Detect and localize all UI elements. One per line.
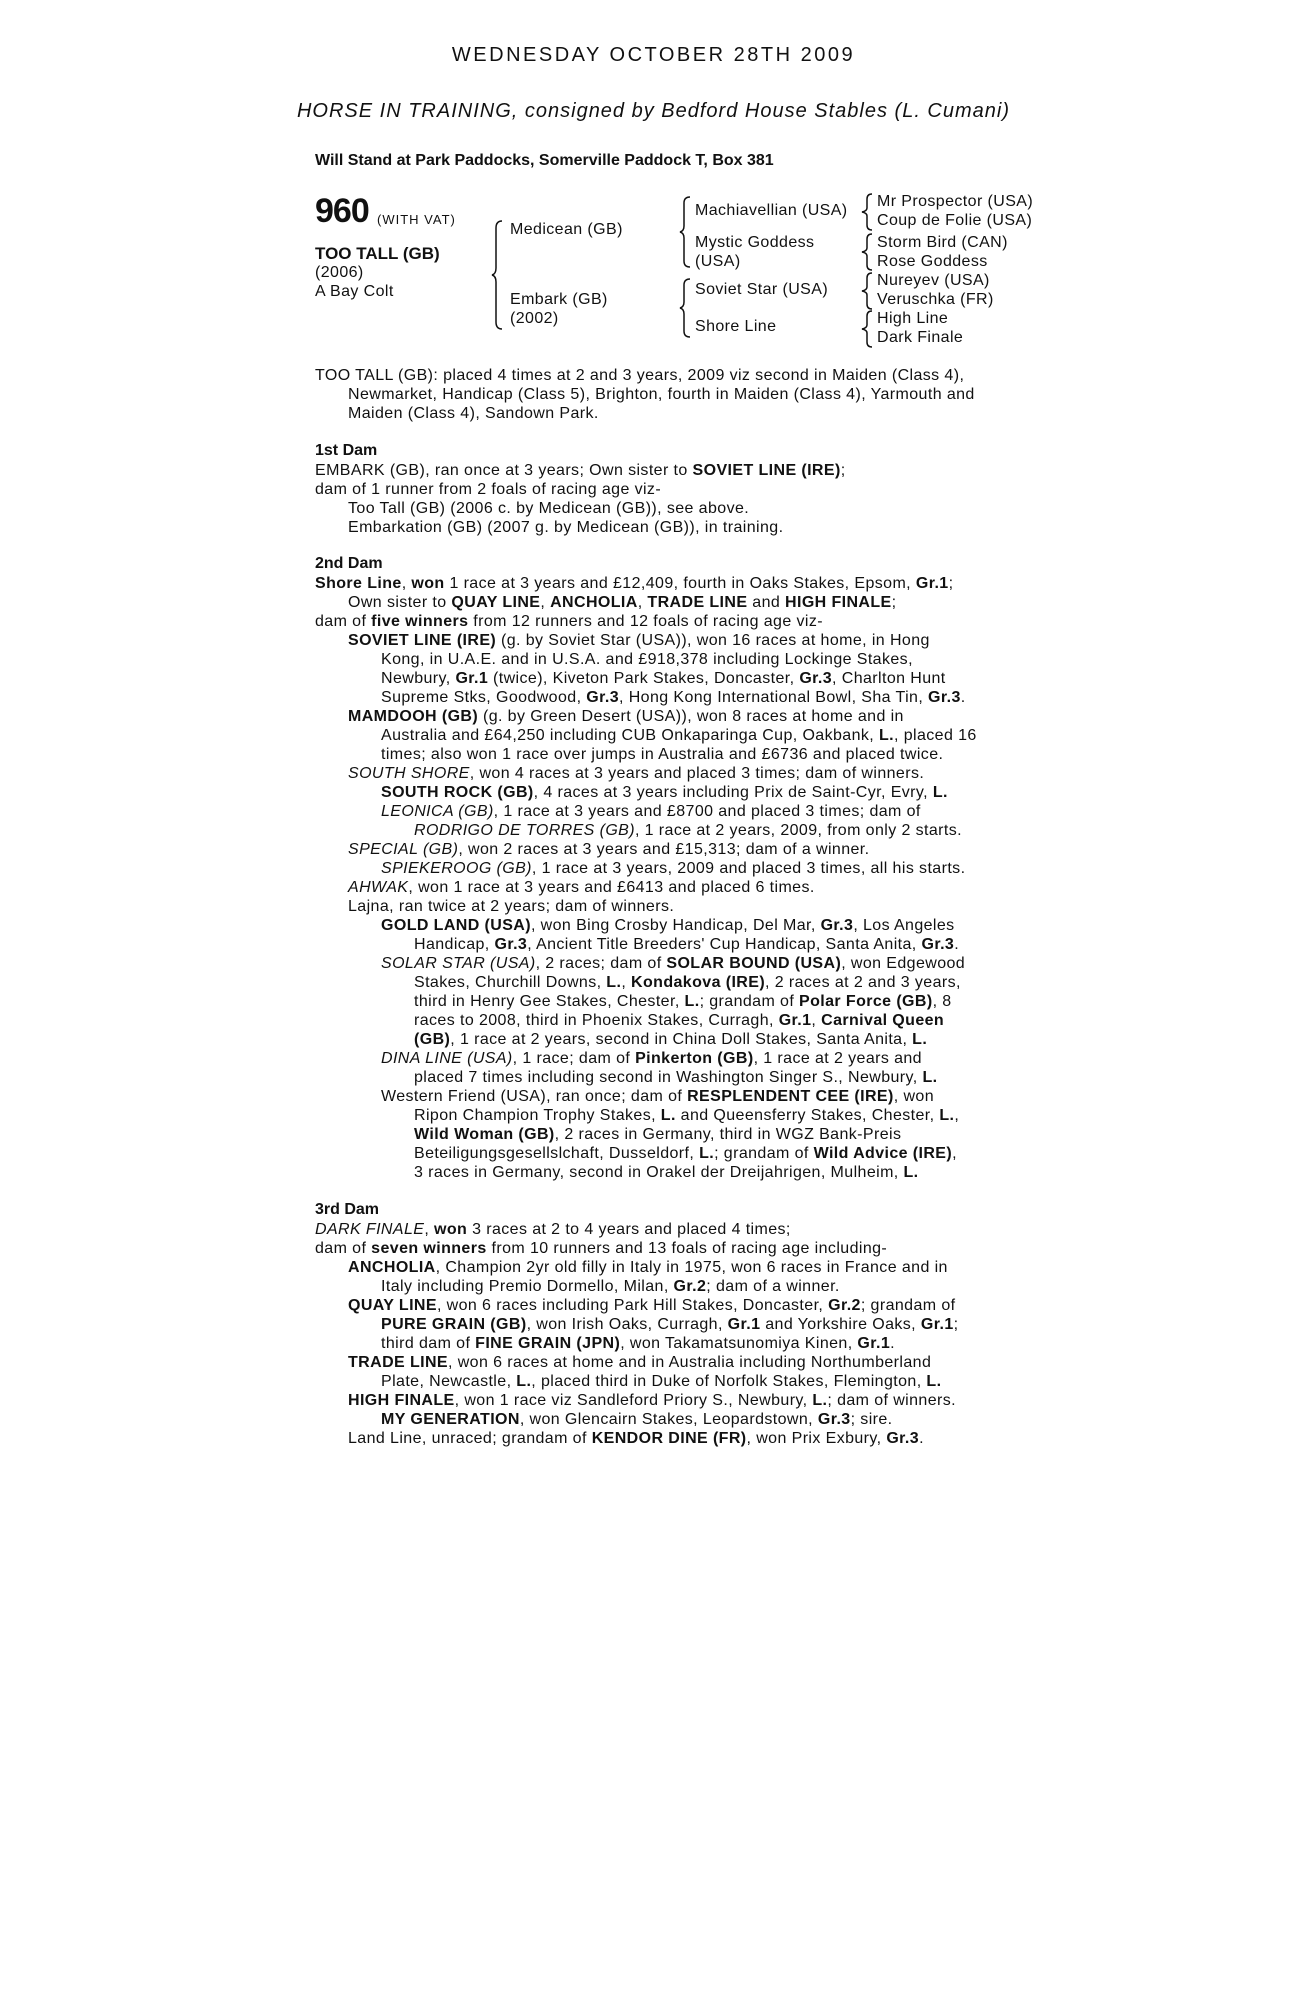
dam-sire-dam: Veruschka (FR) — [877, 291, 994, 308]
text: Wild Advice (IRE) — [813, 1145, 953, 1162]
text: HIGH FINALE — [348, 1392, 455, 1409]
text-line — [348, 1353, 931, 1372]
text: , won 2 races at 3 years and £15,313; dam of a winner. — [458, 841, 870, 858]
pedigree-brace-sd — [862, 233, 874, 271]
text: , placed 16 — [894, 727, 977, 744]
sale-date: WEDNESDAY OCTOBER 28TH 2009 — [451, 44, 856, 66]
text: , 4 races at 3 years including Prix de Saint-Cyr, Evry, — [533, 784, 933, 801]
consignment-title: HORSE IN TRAINING, consigned by Bedford House Stables (L. Cumani) — [296, 100, 1011, 122]
text: L. — [606, 974, 622, 991]
text: L. — [812, 1392, 828, 1409]
text-line — [348, 840, 870, 859]
text: MY GENERATION — [381, 1411, 520, 1428]
text: Stakes, Churchill Downs, — [414, 974, 607, 991]
pedigree-brace-dd — [862, 310, 874, 348]
text: dam of — [315, 613, 372, 630]
text: DARK FINALE — [315, 1221, 425, 1238]
text: 1 race at 3 years and £12,409, fourth in Oaks Stakes, Epsom, — [444, 575, 916, 592]
text: ANCHOLIA — [550, 594, 638, 611]
text: TRADE LINE — [647, 594, 748, 611]
text: (twice), Kiveton Park Stakes, Doncaster, — [488, 670, 800, 687]
text: FINE GRAIN (JPN) — [475, 1335, 621, 1352]
text: EMBARK (GB), ran once at 3 years; Own sister to — [315, 462, 693, 479]
text: Gr.3 — [799, 670, 833, 687]
text-line — [315, 461, 846, 480]
text: Carnival Queen — [821, 1012, 945, 1029]
text: Beteiligungsgesellslchaft, Dusseldorf, — [414, 1145, 700, 1162]
text: L. — [912, 1031, 928, 1048]
text: RESPLENDENT CEE (IRE) — [687, 1088, 894, 1105]
text-line — [348, 1296, 956, 1315]
text: , won 6 races including Park Hill Stakes, Doncaster, — [436, 1297, 829, 1314]
text: , won 1 race at 3 years and £6413 and placed 6 times. — [408, 879, 815, 896]
sire-sire-dam: Coup de Folie (USA) — [877, 212, 1033, 229]
text: L. — [660, 1107, 676, 1124]
text-line — [381, 1087, 934, 1106]
text: , 2 races at 2 and 3 years, — [765, 974, 961, 991]
text: , Champion 2yr old filly in Italy in 1975, won 6 races in France and in — [435, 1259, 948, 1276]
text: , won 4 races at 3 years and placed 3 times; dam of winners. — [469, 765, 925, 782]
dam-sire: Soviet Star (USA) — [695, 281, 829, 298]
text-line: Lajna, ran twice at 2 years; dam of winners. — [348, 898, 675, 915]
text: Ripon Champion Trophy Stakes, — [414, 1107, 661, 1124]
text: ; grandam of — [714, 1145, 814, 1162]
text: , 2 races; dam of — [535, 955, 667, 972]
horse-name-bold: SOVIET LINE (IRE) — [692, 462, 841, 479]
pedigree-brace-ss — [862, 193, 874, 231]
text-line — [414, 1125, 901, 1144]
text: , 1 race; dam of — [512, 1050, 636, 1067]
text-line — [348, 707, 904, 726]
text-line — [414, 1144, 957, 1163]
text: ; grandam of — [860, 1297, 956, 1314]
text-line — [348, 878, 815, 897]
text: L. — [939, 1107, 955, 1124]
text: , Ancient Title Breeders' Cup Handicap, Santa Anita, — [527, 936, 922, 953]
dam-dam-dam: Dark Finale — [877, 329, 964, 346]
text: SOUTH ROCK (GB) — [381, 784, 534, 801]
text: DINA LINE (USA) — [381, 1050, 513, 1067]
text: . — [919, 1430, 924, 1447]
text: , 1 race at 2 years and — [753, 1050, 922, 1067]
text: third dam of — [381, 1335, 476, 1352]
text-line: Kong, in U.A.E. and in U.S.A. and £918,378 including Lockinge Stakes, — [381, 651, 913, 668]
text-line: Too Tall (GB) (2006 c. by Medicean (GB)), see above. — [348, 500, 750, 517]
text: Gr.3 — [494, 936, 528, 953]
text-line — [315, 1220, 791, 1239]
text: Gr.1 — [778, 1012, 812, 1029]
sire-sire-sire: Mr Prospector (USA) — [877, 193, 1034, 210]
text: Gr.2 — [828, 1297, 861, 1314]
text: Land Line, unraced; grandam of — [348, 1430, 592, 1447]
text-line — [381, 954, 965, 973]
dam-name: Embark (GB) — [510, 291, 608, 308]
text: , 1 race at 2 years, second in China Doll Stakes, Santa Anita, — [450, 1031, 913, 1048]
text: Italy including Premio Dormello, Milan, — [381, 1278, 674, 1295]
text: Gr.1 — [857, 1335, 891, 1352]
vat-note: (WITH VAT) — [377, 212, 456, 227]
text: , won Prix Exbury, — [746, 1430, 887, 1447]
text: ; grandam of — [699, 993, 800, 1010]
summary-line: TOO TALL (GB): placed 4 times at 2 and 3 years, 2009 viz second in Maiden (Class 4), — [315, 367, 965, 384]
text: . — [954, 936, 960, 953]
text: , won Bing Crosby Handicap, Del Mar, — [530, 917, 821, 934]
text: L. — [878, 727, 895, 744]
sire-sire: Machiavellian (USA) — [695, 202, 848, 219]
text: Polar Force (GB) — [799, 993, 933, 1010]
text: Gr.1 — [455, 670, 489, 687]
text: Gr.3 — [820, 917, 854, 934]
text: ; — [891, 594, 897, 611]
text: and Queensferry Stakes, Chester, — [675, 1107, 940, 1124]
text: . — [890, 1335, 896, 1352]
text: 3 races in Germany, second in Orakel der Dreijahrigen, Mulheim, — [414, 1164, 904, 1181]
text: L. — [926, 1373, 942, 1390]
text-line — [414, 1030, 927, 1049]
text: (g. by Green Desert (USA)), won 8 races at home and in — [478, 708, 904, 725]
dam-dam: Shore Line — [695, 318, 777, 335]
text-line: Embarkation (GB) (2007 g. by Medicean (GB)), in training. — [348, 519, 784, 536]
text: Australia and £64,250 including CUB Onkaparinga Cup, Oakbank, — [381, 727, 879, 744]
text-line — [381, 1334, 895, 1353]
text-line — [381, 1315, 958, 1334]
text: , 1 race at 2 years, 2009, from only 2 starts. — [634, 822, 962, 839]
section-heading: 3rd Dam — [315, 1201, 380, 1218]
horse-description: A Bay Colt — [315, 283, 394, 300]
text: RODRIGO DE TORRES (GB) — [414, 822, 635, 839]
text: SPECIAL (GB) — [348, 841, 459, 858]
text: seven winners — [371, 1240, 487, 1257]
sire-dam-dam: Rose Goddess — [877, 253, 988, 270]
text: 3 races at 2 to 4 years and placed 4 times; — [467, 1221, 791, 1238]
text-line: times; also won 1 race over jumps in Australia and £6736 and placed twice. — [381, 746, 944, 763]
text: SOLAR STAR (USA) — [381, 955, 536, 972]
text-line — [381, 783, 948, 802]
text: and Yorkshire Oaks, — [760, 1316, 921, 1333]
text: Kondakova (IRE) — [631, 974, 766, 991]
text: Own sister to — [348, 594, 452, 611]
text: ; sire. — [850, 1411, 893, 1428]
text: , 2 races in Germany, third in WGZ Bank-Preis — [554, 1126, 902, 1143]
text: Shore Line — [315, 575, 402, 592]
text: Gr.3 — [928, 689, 961, 706]
text: , — [811, 1012, 822, 1029]
text: , Charlton Hunt — [832, 670, 946, 687]
text: third in Henry Gee Stakes, Chester, — [414, 993, 685, 1010]
text-line — [381, 859, 965, 878]
text: MAMDOOH (GB) — [348, 708, 479, 725]
text: Gr.3 — [586, 689, 619, 706]
text: , won Irish Oaks, Curragh, — [526, 1316, 728, 1333]
text: , 1 race at 3 years and £8700 and placed 3 times; dam of — [493, 803, 921, 820]
text-line — [414, 821, 962, 840]
text-line — [348, 593, 897, 612]
text: , Hong Kong International Bowl, Sha Tin, — [619, 689, 929, 706]
text: Gr.1 — [920, 1316, 954, 1333]
text: , — [401, 575, 412, 592]
text: ANCHOLIA — [348, 1259, 436, 1276]
pedigree-brace-sire — [680, 196, 692, 268]
text: TRADE LINE — [348, 1354, 448, 1371]
text: ; — [948, 575, 954, 592]
text: Gr.3 — [921, 936, 955, 953]
pedigree-brace-ds — [862, 272, 874, 310]
dam-year: (2002) — [510, 310, 559, 327]
text-line — [414, 973, 961, 992]
horse-year: (2006) — [315, 264, 364, 281]
text: and — [747, 594, 786, 611]
text: , — [424, 1221, 435, 1238]
text: L. — [684, 993, 700, 1010]
section-heading: 1st Dam — [315, 442, 378, 459]
text-line — [381, 1277, 840, 1296]
text: , 8 — [932, 993, 952, 1010]
text-line — [348, 1429, 924, 1448]
text: HIGH FINALE — [785, 594, 892, 611]
text: ; — [840, 462, 846, 479]
dam-dam-sire: High Line — [877, 310, 949, 327]
sire-dam-country: (USA) — [695, 253, 741, 270]
text: AHWAK — [348, 879, 409, 896]
text-line — [381, 726, 977, 745]
text: . — [960, 689, 966, 706]
text: GOLD LAND (USA) — [381, 917, 531, 934]
text: dam of — [315, 1240, 372, 1257]
dam-sire-sire: Nureyev (USA) — [877, 272, 990, 289]
text: QUAY LINE — [348, 1297, 437, 1314]
text-line — [414, 1163, 919, 1182]
text-line — [315, 574, 953, 593]
text: , — [621, 974, 632, 991]
text-line — [414, 1068, 937, 1087]
text: Gr.1 — [915, 575, 949, 592]
text-line — [348, 1258, 948, 1277]
text-line — [381, 1049, 922, 1068]
text: , won Takamatsunomiya Kinen, — [620, 1335, 858, 1352]
text-line — [315, 1239, 887, 1258]
text-line: dam of 1 runner from 2 foals of racing age viz- — [315, 481, 662, 498]
pedigree-brace-dam — [680, 278, 692, 338]
text: , — [954, 1107, 960, 1124]
summary-line: Newmarket, Handicap (Class 5), Brighton, fourth in Maiden (Class 4), Yarmouth and — [348, 386, 975, 403]
text: ; dam of winners. — [827, 1392, 957, 1409]
text: (g. by Soviet Star (USA)), won 16 races at home, in Hong — [496, 632, 930, 649]
text: , — [952, 1145, 957, 1162]
text: placed 7 times including second in Washington Singer S., Newbury, — [414, 1069, 923, 1086]
text: LEONICA (GB) — [381, 803, 494, 820]
text: SOUTH SHORE — [348, 765, 470, 782]
text-line — [348, 764, 924, 783]
text-line — [348, 1391, 956, 1410]
text: , — [540, 594, 551, 611]
text-line — [315, 612, 823, 631]
sire-name: Medicean (GB) — [510, 221, 623, 238]
text: , won Glencairn Stakes, Leopardstown, — [519, 1411, 818, 1428]
text: , placed third in Duke of Norfolk Stakes, Flemington, — [531, 1373, 927, 1390]
text: won — [411, 575, 445, 592]
text: won — [434, 1221, 468, 1238]
text-line — [381, 669, 946, 688]
text: Gr.2 — [673, 1278, 707, 1295]
text: , 1 race at 3 years, 2009 and placed 3 times, all his starts. — [531, 860, 966, 877]
text: Gr.1 — [727, 1316, 761, 1333]
text-line — [414, 1106, 959, 1125]
text: ; — [953, 1316, 959, 1333]
text: Newbury, — [381, 670, 456, 687]
text-line — [414, 1011, 944, 1030]
text: L. — [699, 1145, 715, 1162]
text: KENDOR DINE (FR) — [591, 1430, 747, 1447]
text: Plate, Newcastle, — [381, 1373, 517, 1390]
text-line — [348, 631, 930, 650]
section-heading: 2nd Dam — [315, 555, 383, 572]
text: from 10 runners and 13 foals of racing age including- — [486, 1240, 888, 1257]
text: L. — [903, 1164, 919, 1181]
text: from 12 runners and 12 foals of racing age viz- — [468, 613, 823, 630]
text: (GB) — [414, 1031, 451, 1048]
text: Wild Woman (GB) — [414, 1126, 555, 1143]
sire-dam-sire: Storm Bird (CAN) — [877, 234, 1008, 251]
text: Pinkerton (GB) — [635, 1050, 754, 1067]
text: , — [637, 594, 648, 611]
text: QUAY LINE — [451, 594, 541, 611]
text: SOVIET LINE (IRE) — [348, 632, 497, 649]
text: SOLAR BOUND (USA) — [666, 955, 842, 972]
text: SPIEKEROOG (GB) — [381, 860, 532, 877]
text-line — [414, 935, 959, 954]
text: ; dam of a winner. — [706, 1278, 840, 1295]
text-line — [381, 1372, 941, 1391]
text-line — [414, 992, 952, 1011]
text: , won Edgewood — [841, 955, 966, 972]
text: , won 6 races at home and in Australia including Northumberland — [448, 1354, 932, 1371]
text: Gr.3 — [817, 1411, 851, 1428]
text: L. — [932, 784, 948, 801]
sire-dam: Mystic Goddess — [695, 234, 815, 251]
text-line — [381, 688, 966, 707]
summary-line: Maiden (Class 4), Sandown Park. — [348, 405, 599, 422]
text: , won 1 race viz Sandleford Priory S., Newbury, — [454, 1392, 813, 1409]
text: , won — [893, 1088, 934, 1105]
text: Gr.3 — [886, 1430, 920, 1447]
text: , Los Angeles — [853, 917, 955, 934]
pedigree-brace-main — [492, 220, 504, 330]
text: L. — [516, 1373, 532, 1390]
text: Supreme Stks, Goodwood, — [381, 689, 587, 706]
text-line — [381, 1410, 893, 1429]
text-line — [381, 802, 921, 821]
text: Handicap, — [414, 936, 495, 953]
text: PURE GRAIN (GB) — [381, 1316, 527, 1333]
text: five winners — [371, 613, 469, 630]
horse-name: TOO TALL (GB) — [315, 244, 440, 263]
text: Western Friend (USA), ran once; dam of — [381, 1088, 688, 1105]
stand-location: Will Stand at Park Paddocks, Somerville Paddock T, Box 381 — [315, 152, 774, 169]
text: races to 2008, third in Phoenix Stakes, Curragh, — [414, 1012, 779, 1029]
text-line — [381, 916, 955, 935]
text: L. — [922, 1069, 938, 1086]
lot-number: 960 — [315, 192, 369, 230]
